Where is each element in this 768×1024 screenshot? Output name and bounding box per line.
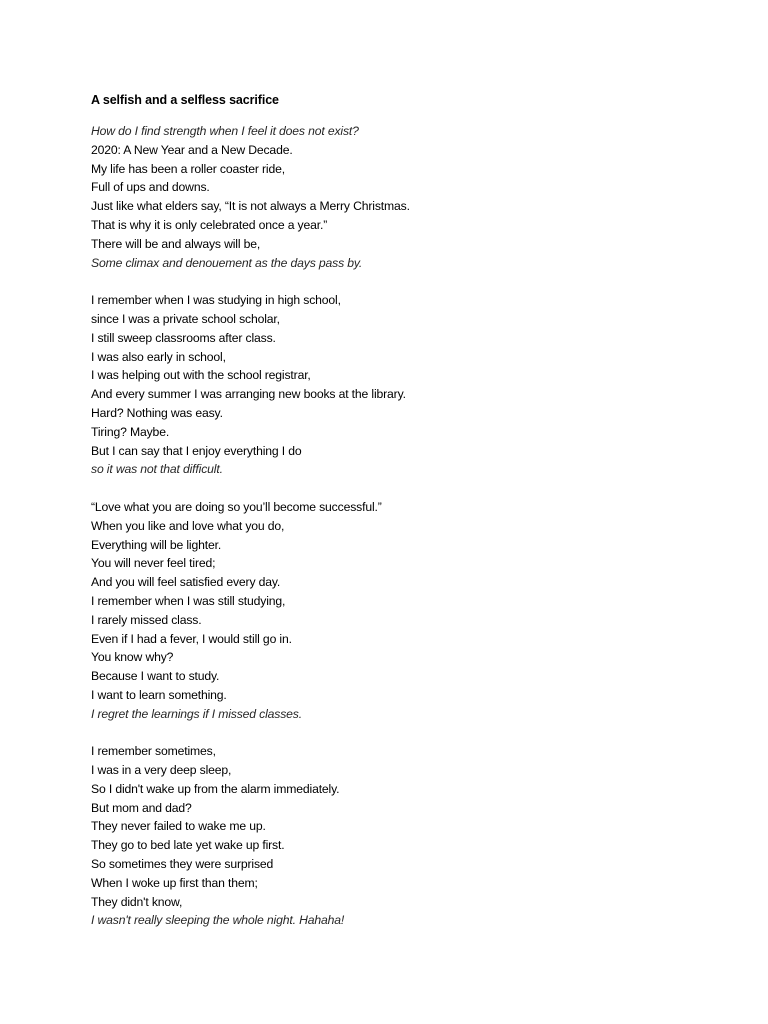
poem-line: They didn't know, — [91, 894, 183, 909]
poem-line: They never failed to wake me up. — [91, 819, 266, 834]
poem-line: Just like what elders say, “It is not always a Merry Christmas. — [91, 199, 410, 214]
poem-title: A selfish and a selfless sacrifice — [91, 93, 279, 107]
poem-line: And you will feel satisfied every day. — [91, 575, 281, 590]
poem-line: I remember sometimes, — [91, 744, 216, 759]
stanza — [91, 291, 731, 479]
poem-line: I regret the learnings if I missed classes. — [91, 706, 302, 721]
poem-line: I was also early in school, — [91, 349, 226, 364]
poem-line: But I can say that I enjoy everything I do — [91, 443, 302, 458]
poem-line: Even if I had a fever, I would still go in. — [91, 631, 292, 646]
poem-line: “Love what you are doing so you’ll become successful.” — [91, 499, 382, 514]
poem-line: They go to bed late yet wake up first. — [91, 838, 285, 853]
poem-line: Full of ups and downs. — [91, 180, 210, 195]
poem-line: I remember when I was still studying, — [91, 593, 286, 608]
poem-line: I still sweep classrooms after class. — [91, 330, 276, 345]
poem-line: When you like and love what you do, — [91, 518, 285, 533]
poem-line: Everything will be lighter. — [91, 537, 222, 552]
poem-line: Hard? Nothing was easy. — [91, 405, 223, 420]
poem-line: There will be and always will be, — [91, 236, 261, 251]
poem-line: since I was a private school scholar, — [91, 311, 280, 326]
poem-line: So I didn't wake up from the alarm immediately. — [91, 781, 340, 796]
poem-line: Some climax and denouement as the days pass by. — [91, 255, 363, 270]
poem-line: You know why? — [91, 650, 174, 665]
poem-line: I remember when I was studying in high school, — [91, 293, 341, 308]
poem-line: That is why it is only celebrated once a year.” — [91, 217, 328, 232]
poem-body — [91, 122, 731, 949]
poem-line: I wasn't really sleeping the whole night. Hahaha! — [91, 913, 345, 928]
stanza — [91, 122, 731, 272]
poem-line: But mom and dad? — [91, 800, 192, 815]
poem-line: My life has been a roller coaster ride, — [91, 161, 285, 176]
poem-line: So sometimes they were surprised — [91, 857, 274, 872]
stanza — [91, 498, 731, 724]
poem-line: When I woke up first than them; — [91, 875, 258, 890]
poem-line: so it was not that difficult. — [91, 462, 223, 477]
poem-line: You will never feel tired; — [91, 556, 216, 571]
stanza — [91, 742, 731, 930]
poem-line: Because I want to study. — [91, 669, 220, 684]
poem-line: How do I find strength when I feel it does not exist? — [91, 124, 359, 138]
poem-line: Tiring? Maybe. — [91, 424, 170, 439]
poem-line: And every summer I was arranging new books at the library. — [91, 387, 406, 402]
poem-line: I was helping out with the school registrar, — [91, 368, 311, 383]
poem-line: I rarely missed class. — [91, 612, 202, 627]
poem-line: I want to learn something. — [91, 687, 227, 702]
poem-line: I was in a very deep sleep, — [91, 763, 232, 778]
poem-line: 2020: A New Year and a New Decade. — [91, 142, 293, 157]
